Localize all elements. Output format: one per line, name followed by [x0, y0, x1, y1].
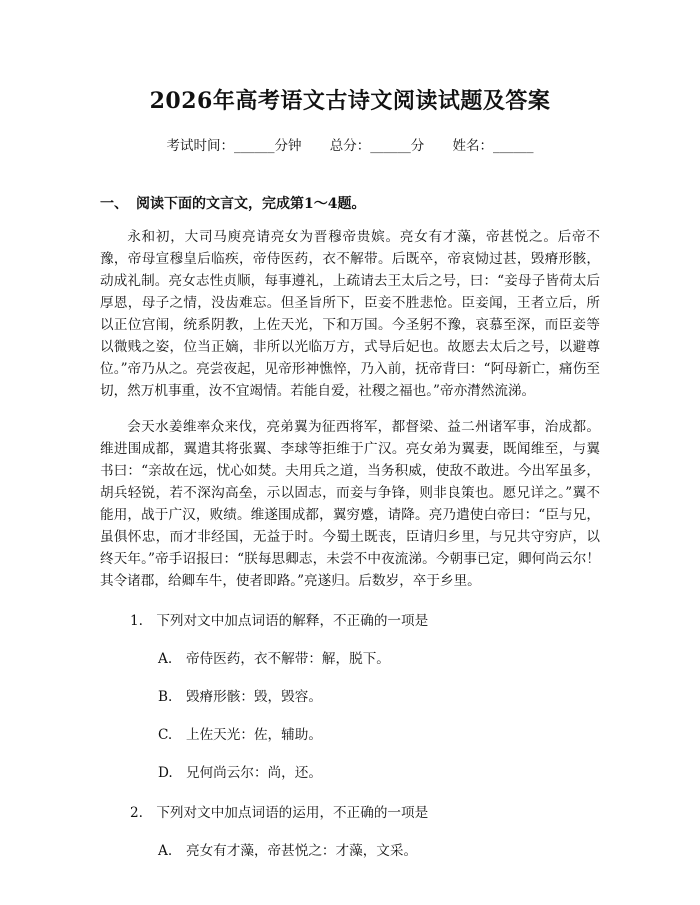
question-number: 2. — [130, 804, 143, 821]
question-number: 1. — [130, 612, 143, 629]
option-label: B. — [158, 688, 173, 705]
question-1 — [130, 610, 600, 632]
section-instruction: 阅读下面的文言文，完成第1～4题。 — [136, 196, 366, 212]
option-text: 兄何尚云尔：尚，还。 — [186, 764, 322, 781]
question-2 — [130, 802, 600, 824]
exam-meta — [100, 136, 600, 156]
option-text: 毁瘠形骸：毁，毁容。 — [186, 688, 322, 705]
option-text: 帝侍医药，衣不解带：解，脱下。 — [186, 650, 390, 667]
page-title: 2026年高考语文古诗文阅读试题及答案 — [149, 88, 551, 114]
passage-paragraph-1: 永和初，大司马庾亮请亮女为晋穆帝贵嫔。亮女有才藻，帝甚悦之。后帝不豫，帝母宣穆皇后临疾，帝侍医药，衣不解带。后既卒，帝哀恸过甚，毁瘠形骸，动成礼制。亮女志性贞顺，每事遵礼，上疏请去王太后之号，曰：“妾母子皆荷太后厚恩，母子之情，没齿难忘。但圣旨所下，臣妾不胜悲怆。臣妾闻，王者立后，所以正位宫闱，统系阴教，上佐天光，下和万国。今圣躬不豫，哀慕至深，而臣妾等以微贱之姿，位当正嫡，非所以光临万方，式导后妃也。故愿去太后之号，以避尊位。”帝乃从之。亮尝夜起，见帝形神憔悴，乃入前，抚帝背曰：“阿母新亡，痛伤至切，然万机事重，汝不宜竭情。若能自爱，社稷之福也。”帝亦潸然流涕。 — [100, 229, 600, 399]
passage-paragraph-2: 会天水姜维率众来伐，亮弟翼为征西将军，都督梁、益二州诸军事，治成都。维进围成都，翼遣其将张翼、李球等拒维于广汉。亮女弟为翼妻，既闻维至，与翼书曰：“亲故在远，忧心如焚。夫用兵之道，当务积威，使敌不敢进。今出军虽多，胡兵轻锐，若不深沟高垒，示以固志，而妾与争锋，则非良策也。愿兄详之。”翼不能用，战于广汉，败绩。维遂围成都，翼穷蹙，请降。亮乃遣使白帝曰：“臣与兄，虽俱怀忠，而才非经国，无益于时。今蜀土既丧，臣请归乡里，与兄共守穷庐，以终天年。”帝手诏报曰：“朕每思卿志，未尝不中夜流涕。今朝事已定，卿何尚云尔！其令诸郡，给卿车牛，使者即路。”亮遂归。后数岁，卒于乡里。 — [100, 418, 600, 589]
option-label: A. — [158, 650, 173, 667]
option-label: A. — [158, 842, 173, 859]
section-heading — [100, 194, 600, 214]
option-label: D. — [158, 764, 173, 781]
option-label: C. — [158, 726, 173, 743]
question-2-option-a — [158, 840, 600, 862]
question-1-option-a — [158, 648, 600, 670]
option-text: 上佐天光：佐，辅助。 — [186, 726, 322, 743]
question-1-option-c — [158, 724, 600, 746]
question-1-option-b — [158, 686, 600, 708]
exam-score: 总分：______分 — [329, 138, 425, 154]
exam-time: 考试时间：______分钟 — [166, 138, 302, 154]
exam-name: 姓名：______ — [452, 138, 534, 154]
question-text: 下列对文中加点词语的解释，不正确的一项是 — [156, 612, 429, 629]
option-text: 亮女有才藻，帝甚悦之：才藻，文采。 — [186, 842, 418, 859]
section-number: 一、 — [100, 196, 128, 212]
question-1-option-d — [158, 762, 600, 784]
question-text: 下列对文中加点词语的运用，不正确的一项是 — [156, 804, 429, 821]
